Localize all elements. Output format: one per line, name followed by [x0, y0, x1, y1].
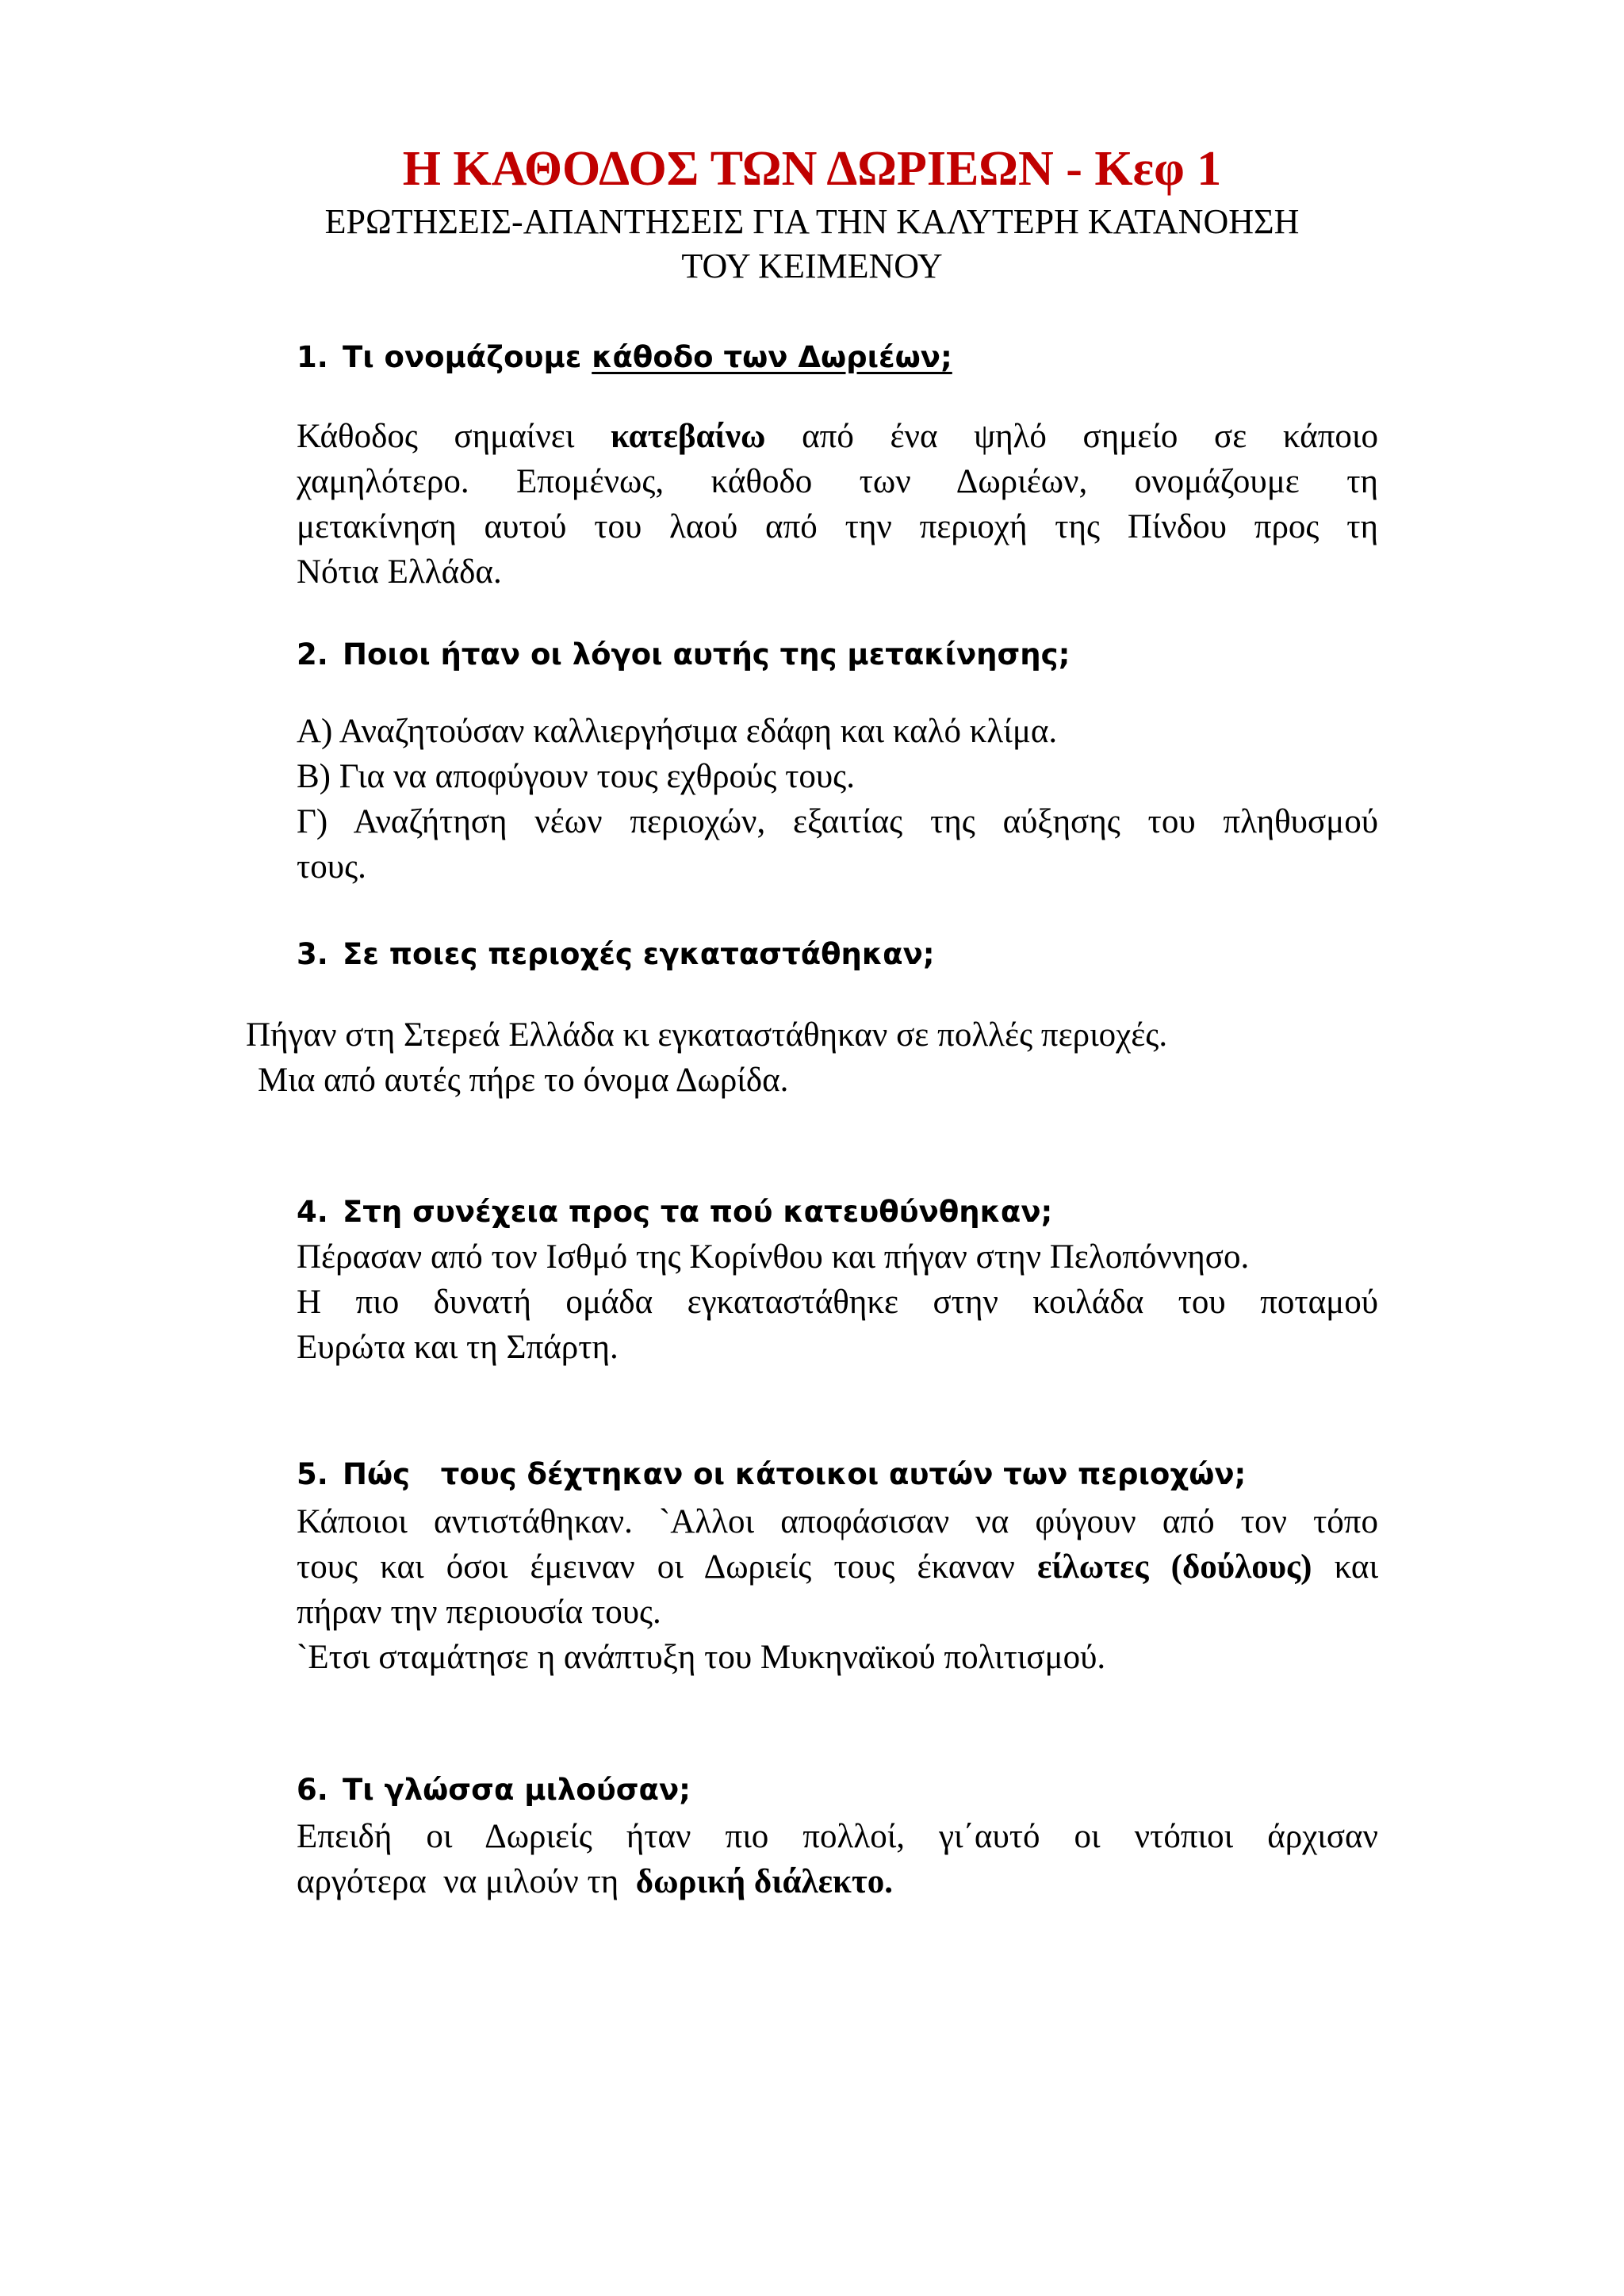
- subtitle-line-2: ΤΟΥ ΚΕΙΜΕΝΟΥ: [681, 247, 943, 285]
- answer-line: αργότερα να μιλούν τη δωρική διάλεκτο.: [297, 1863, 893, 1900]
- answer-line: Α) Αναζητούσαν καλλιεργήσιμα εδάφη και καλό κλίμα.: [297, 713, 1058, 750]
- question-4-heading: [297, 1193, 1052, 1231]
- question-2-heading: [297, 636, 1070, 674]
- question-number: 5.: [297, 1457, 328, 1491]
- question-text: Σε ποιες περιοχές εγκαταστάθηκαν;: [343, 937, 935, 971]
- question-text: Ποιοι ήταν οι λόγοι αυτής της μετακίνησης;: [343, 637, 1071, 672]
- question-3-heading: [297, 936, 935, 974]
- question-6-heading: [297, 1771, 691, 1809]
- question-number: 2.: [297, 637, 328, 672]
- answer-line: πήραν την περιουσία τους.: [297, 1594, 661, 1631]
- question-number: 3.: [297, 937, 328, 971]
- answer-line: τους και όσοι έμειναν οι Δωριείς τους έκαναν είλωτες (δούλους) και: [297, 1548, 1379, 1586]
- answer-6: [297, 1814, 1378, 1904]
- answer-line: Κάθοδος σημαίνει κατεβαίνω από ένα ψηλό σημείο σε κάποιο: [297, 418, 1378, 455]
- bold-term: δωρική διάλεκτο.: [635, 1863, 893, 1900]
- question-5-heading: [297, 1456, 1246, 1494]
- answer-line: Κάποιοι αντιστάθηκαν. `Αλλοι αποφάσισαν να φύγουν από τον τόπο: [297, 1503, 1378, 1540]
- question-text: Τι γλώσσα μιλούσαν;: [343, 1773, 691, 1807]
- question-number: 1.: [297, 340, 328, 374]
- question-text: Τι ονομάζουμε: [343, 340, 592, 374]
- question-text: Πώς τους δέχτηκαν οι κάτοικοι αυτών των περιοχών;: [343, 1457, 1247, 1491]
- answer-2: [297, 709, 1378, 890]
- document-subtitle: [238, 200, 1386, 289]
- question-number: 6.: [297, 1773, 328, 1807]
- answer-line: τους.: [297, 848, 366, 886]
- answer-5: [297, 1499, 1378, 1680]
- answer-3-line-2: Μια από αυτές πήρε το όνομα Δωρίδα.: [258, 1062, 789, 1099]
- subtitle-line-1: ΕΡΩΤΗΣΕΙΣ-ΑΠΑΝΤΗΣΕΙΣ ΓΙΑ ΤΗΝ ΚΑΛΥΤΕΡΗ ΚΑΤΑΝΟΗΣΗ: [324, 202, 1300, 241]
- answer-3-line-1: Πήγαν στη Στερεά Ελλάδα κι εγκαταστάθηκαν σε πολλές περιοχές.: [246, 1016, 1168, 1054]
- answer-line: μετακίνηση αυτού του λαού από την περιοχή της Πίνδου προς τη: [297, 508, 1378, 545]
- answer-line: Η πιο δυνατή ομάδα εγκαταστάθηκε στην κοιλάδα του ποταμού: [297, 1284, 1378, 1321]
- answer-line: Νότια Ελλάδα.: [297, 553, 502, 591]
- answer-line: Επειδή οι Δωριείς ήταν πιο πολλοί, γι΄αυτό οι ντόπιοι άρχισαν: [297, 1818, 1378, 1855]
- question-number: 4.: [297, 1195, 328, 1229]
- question-text: Στη συνέχεια προς τα πού κατευθύνθηκαν;: [343, 1195, 1053, 1229]
- answer-line: Πέρασαν από τον Ισθμό της Κορίνθου και πήγαν στην Πελοπόννησο.: [297, 1238, 1250, 1276]
- document-title: Η ΚΑΘΟΔΟΣ ΤΩΝ ΔΩΡΙΕΩΝ - Κεφ 1: [402, 142, 1222, 196]
- answer-line: Β) Για να αποφύγουν τους εχθρούς τους.: [297, 758, 855, 795]
- answer-line: Γ) Αναζήτηση νέων περιοχών, εξαιτίας της αύξησης του πληθυσμού: [297, 803, 1378, 840]
- question-underlined-term: κάθοδο των Δωριέων;: [592, 340, 952, 374]
- answer-line: Ευρώτα και τη Σπάρτη.: [297, 1329, 619, 1366]
- answer-line: χαμηλότερο. Επομένως, κάθοδο των Δωριέων, ονομάζουμε τη: [297, 463, 1378, 500]
- question-1-heading: [297, 339, 952, 377]
- bold-term: είλωτες (δούλους): [1036, 1548, 1312, 1586]
- bold-term: κατεβαίνω: [611, 418, 766, 455]
- answer-1: [297, 414, 1378, 595]
- answer-4: [297, 1234, 1378, 1370]
- answer-line: `Ετσι σταμάτησε η ανάπτυξη του Μυκηναϊκού πολιτισμού.: [297, 1639, 1106, 1676]
